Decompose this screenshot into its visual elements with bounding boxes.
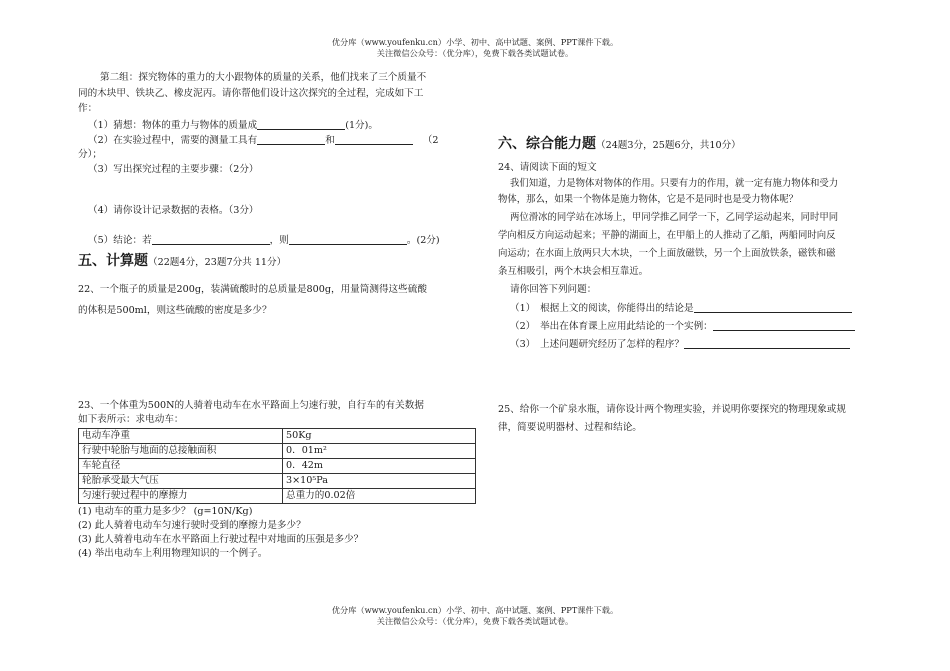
q23-line-2: 如下表所示：求电动车：: [78, 414, 184, 425]
q5-blank-2[interactable]: [289, 234, 407, 245]
q5-suffix: 。(2分): [406, 235, 440, 246]
r1-text: （1） 根据上文的阅读，你能得出的结论是: [510, 303, 694, 314]
q24-intro: 24、请阅读下面的短文: [498, 162, 597, 173]
q23-sub-2: (2) 此人骑着电动车匀速行驶时受到的摩擦力是多少？: [78, 520, 306, 531]
r2-text: （2） 举出在体育课上应用此结论的一个实例：: [510, 321, 713, 332]
question-4: （4）请你设计记录数据的表格。（3分）: [88, 205, 259, 216]
question-3: （3）写出探究过程的主要步骤：（2分）: [88, 164, 259, 175]
footer-line-1: 优分库（www.youfenku.cn）小学、初中、高中试题、案例、PPT课件下载。: [331, 605, 619, 615]
section-6-meta: （24题3分，25题6分，共10分）: [596, 140, 741, 151]
q23-sub-3: (3) 此人骑着电动车在水平路面上行驶过程中对地面的压强是多少？: [78, 534, 364, 545]
section-5-heading: [78, 253, 286, 271]
q22-line-1: 22、一个瓶子的质量是200g，装满硫酸时的总质量是800g，用量筒测得这些硫酸: [78, 284, 427, 295]
table-row: [79, 474, 476, 489]
q2-continuation: 分）；: [78, 149, 102, 160]
header-line-1: 优分库（www.youfenku.cn）小学、初中、高中试题、案例、PPT课件下载。: [331, 37, 619, 47]
q1-prefix: （1）猜想：物体的重力与物体的质量成: [88, 120, 258, 131]
question-5: [88, 234, 440, 247]
passage-line-6: 条互相吸引，两个木块会相互靠近。: [498, 266, 649, 277]
section-6-heading: [498, 136, 741, 154]
left-column: [78, 0, 478, 600]
q2-mid: 和: [325, 135, 335, 146]
q5-prefix: （5）结论：若: [88, 235, 152, 246]
section-5-title: 五、计算题: [78, 253, 148, 269]
group2-line-1: 第二组：探究物体的重力的大小跟物体的质量的关系，他们找来了三个质量不: [100, 72, 427, 83]
q5-mid: ，则: [269, 235, 289, 246]
footer-line-2: 关注微信公众号：（优分库），免费下载各类试题试卷。: [376, 616, 574, 626]
q25-line-1: 25、给你一个矿泉水瓶，请你设计两个物理实验，并说明你要探究的物理现象或规: [498, 404, 846, 415]
header-line-2: 关注微信公众号：（优分库），免费下载各类试题试卷。: [376, 48, 574, 58]
r3-text: （3） 上述问题研究经历了怎样的程序？: [510, 339, 684, 350]
question-1: [88, 119, 378, 132]
r-question-1: [510, 302, 852, 315]
table-row: [79, 489, 476, 504]
passage-line-5: 向运动；在水面上放两只大木块，一个上面放磁铁，另一个上面放铁条，磁铁和磁: [498, 248, 836, 259]
page-footer: [0, 605, 950, 627]
q2-blank-2[interactable]: [335, 134, 413, 145]
r-question-3: [510, 338, 850, 351]
table-cell-value: 0．42m: [283, 459, 476, 474]
q23-sub-4: (4) 举出电动车上利用物理知识的一个例子。: [78, 548, 268, 559]
passage-line-4: 学向相反方向运动起来；平静的湖面上，在甲船上的人推动了乙船，两船同时向反: [498, 230, 836, 241]
table-cell-value: 0．01m²: [283, 444, 476, 459]
ebike-data-table: [78, 428, 476, 504]
group2-line-2: 同的木块甲、铁块乙、橡皮泥丙。请你帮他们设计这次探究的全过程，完成如下工: [78, 88, 424, 99]
r1-blank[interactable]: [694, 302, 852, 313]
q23-sub-1: (1) 电动车的重力是多少？ (g=10N/Kg): [78, 506, 253, 517]
table-row: [79, 444, 476, 459]
group2-line-3: 作：: [78, 103, 98, 114]
q25-line-2: 律，简要说明器材、过程和结论。: [498, 422, 642, 433]
r3-blank[interactable]: [684, 338, 850, 349]
table-cell-value: 总重力的0.02倍: [283, 489, 476, 504]
q2-suffix: （2: [422, 135, 439, 146]
table-cell-key: 匀速行驶过程中的摩擦力: [79, 489, 283, 504]
right-column: [498, 0, 878, 600]
table-row: [79, 459, 476, 474]
q1-suffix: (1分)。: [345, 120, 378, 131]
passage-line-3: 两位滑冰的同学站在冰场上，甲同学推乙同学一下，乙同学运动起来，同时甲同: [510, 212, 839, 223]
section-5-meta: （22题4分，23题7分共 11分）: [148, 257, 287, 268]
section-6-title: 六、综合能力题: [498, 136, 596, 152]
q2-prefix: （2）在实验过程中，需要的测量工具有: [88, 135, 258, 146]
q22-line-2: 的体积是500ml，则这些硫酸的密度是多少？: [78, 305, 272, 316]
r-question-2: [510, 320, 855, 333]
table-cell-value: 50Kg: [283, 429, 476, 444]
r2-blank[interactable]: [713, 320, 855, 331]
table-cell-value: 3×10⁵Pa: [283, 474, 476, 489]
table-cell-key: 轮胎承受最大气压: [79, 474, 283, 489]
table-row: [79, 429, 476, 444]
question-2: [88, 134, 439, 147]
table-cell-key: 车轮直径: [79, 459, 283, 474]
questions-prompt: 请你回答下列问题：: [510, 284, 597, 295]
q5-blank-1[interactable]: [152, 234, 270, 245]
table-cell-key: 电动车净重: [79, 429, 283, 444]
q23-line-1: 23、一个体重为500N的人骑着电动车在水平路面上匀速行驶，自行车的有关数据: [78, 400, 424, 411]
passage-line-2: 物体，那么，如果一个物体是施力物体，它是不是同时也是受力物体呢？: [498, 194, 799, 205]
q2-blank-1[interactable]: [257, 134, 325, 145]
q1-blank[interactable]: [257, 119, 345, 130]
table-cell-key: 行驶中轮胎与地面的总接触面积: [79, 444, 283, 459]
passage-line-1: 我们知道，力是物体对物体的作用。只要有力的作用，就一定有施力物体和受力: [510, 178, 839, 189]
